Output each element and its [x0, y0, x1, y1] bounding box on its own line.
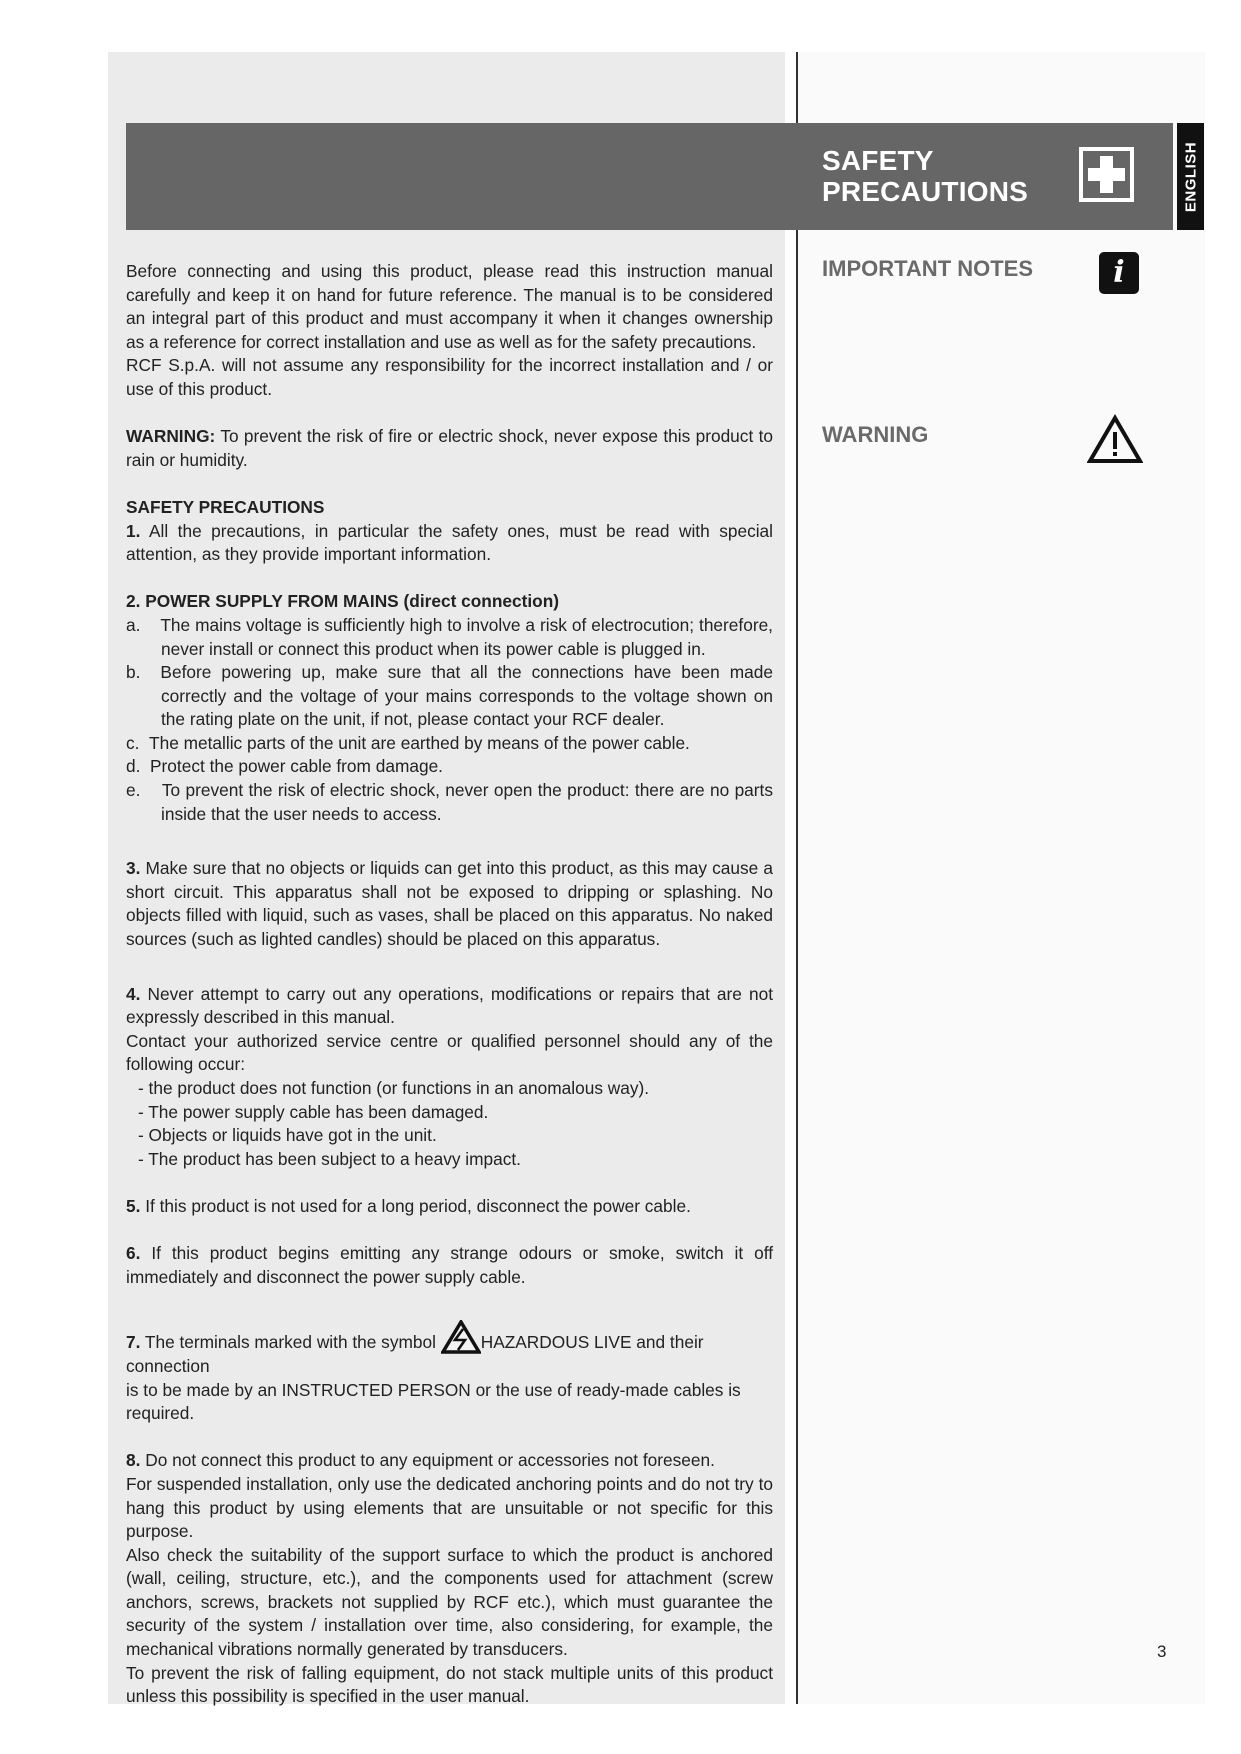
list-item: - The power supply cable has been damaged.: [138, 1101, 489, 1122]
info-icon: i: [1099, 252, 1139, 294]
hazardous-live-icon: [441, 1320, 481, 1354]
item-2-heading: 2. POWER SUPPLY FROM MAINS (direct connection): [126, 591, 560, 612]
item-1: 1. All the precautions, in particular the safety ones, must be read with special attention, as they provide important information.: [126, 520, 773, 565]
item-8-paragraph: For suspended installation, only use the dedicated anchoring points and do not try to hang this product by using elements that are unsuitable or not specific for this purpose.: [126, 1473, 773, 1542]
warning-triangle-icon: [1087, 414, 1143, 464]
item-8-paragraph: To prevent the risk of falling equipment, do not stack multiple units of this product unless this possibility is specified in the user manual.: [126, 1662, 773, 1707]
column-divider: [796, 52, 798, 1704]
list-item: - The product has been subject to a heavy impact.: [138, 1148, 521, 1169]
language-tab: [1177, 123, 1204, 230]
item-8-paragraph: Also check the suitability of the support surface to which the product is anchored (wall, ceiling, structure, etc.), and the components used for attachment (screw anchors, screws, brackets not supplied by RCF etc.), which must guarantee the security of the system / installation over time, also considering, for example, the mechanical vibrations normally generated by transducers.: [126, 1544, 773, 1660]
item-3: 3. Make sure that no objects or liquids can get into this product, as this may cause a short circuit. This apparatus shall not be exposed to dripping or splashing. No objects filled with liquid, such as vases, shall be placed on this apparatus. No naked sources (such as lighted candles) should be placed on this apparatus.: [126, 858, 773, 950]
item-7-continued: is to be made by an INSTRUCTED PERSON or the use of ready-made cables is required.: [126, 1379, 741, 1424]
item-2e: e. To prevent the risk of electric shock, never open the product: there are no parts inside that the user needs to access.: [126, 780, 773, 824]
item-8: 8. Do not connect this product to any equipment or accessories not foreseen.: [126, 1450, 715, 1471]
warning-heading: WARNING: [822, 422, 929, 447]
item-6: 6. If this product begins emitting any strange odours or smoke, switch it off immediately and disconnect the power supply cable.: [126, 1243, 773, 1287]
important-notes-heading: IMPORTANT NOTES: [822, 256, 1034, 281]
item-4: 4. Never attempt to carry out any operations, modifications or repairs that are not expressly described in this manual.: [126, 983, 773, 1028]
item-2d: d. Protect the power cable from damage.: [126, 756, 443, 777]
first-aid-cross-icon: [1079, 147, 1134, 202]
main-text: [126, 260, 773, 1709]
intro-paragraph: RCF S.p.A. will not assume any responsibility for the incorrect installation and / or use of this product.: [126, 355, 773, 399]
item-2a: a. The mains voltage is sufficiently high to involve a risk of electrocution; therefore, never install or connect this product when its power cable is plugged in.: [126, 614, 773, 659]
item-5: 5. If this product is not used for a long period, disconnect the power cable.: [126, 1195, 691, 1216]
list-item: - Objects or liquids have got in the unit.: [138, 1125, 437, 1146]
right-panel: [797, 52, 1205, 1704]
language-label: ENGLISH: [1182, 141, 1199, 212]
page-title: SAFETY PRECAUTIONS: [822, 145, 1028, 207]
item-7: 7. The terminals marked with the symbol HAZARDOUS LIVE and their connection: [126, 1320, 773, 1378]
warning-paragraph: WARNING: To prevent the risk of fire or electric shock, never expose this product to rain or humidity.: [126, 426, 773, 470]
list-item: - the product does not function (or functions in an anomalous way).: [138, 1078, 650, 1098]
item-4-contact: Contact your authorized service centre or qualified personnel should any of the following occur:: [126, 1030, 773, 1075]
safety-heading: SAFETY PRECAUTIONS: [126, 496, 325, 517]
item-2b: b. Before powering up, make sure that all the connections have been made correctly and the voltage of your mains corresponds to the voltage shown on the rating plate on the unit, if not, please contact your RCF dealer.: [126, 662, 773, 730]
intro-paragraph: Before connecting and using this product, please read this instruction manual carefully and keep it on hand for future reference. The manual is to be considered an integral part of this product and must accompany it when it changes ownership as a reference for correct installation and use as well as for the safety precautions.: [126, 261, 773, 352]
page-number: 3: [1157, 1642, 1167, 1661]
item-2c: c. The metallic parts of the unit are earthed by means of the power cable.: [126, 732, 690, 753]
